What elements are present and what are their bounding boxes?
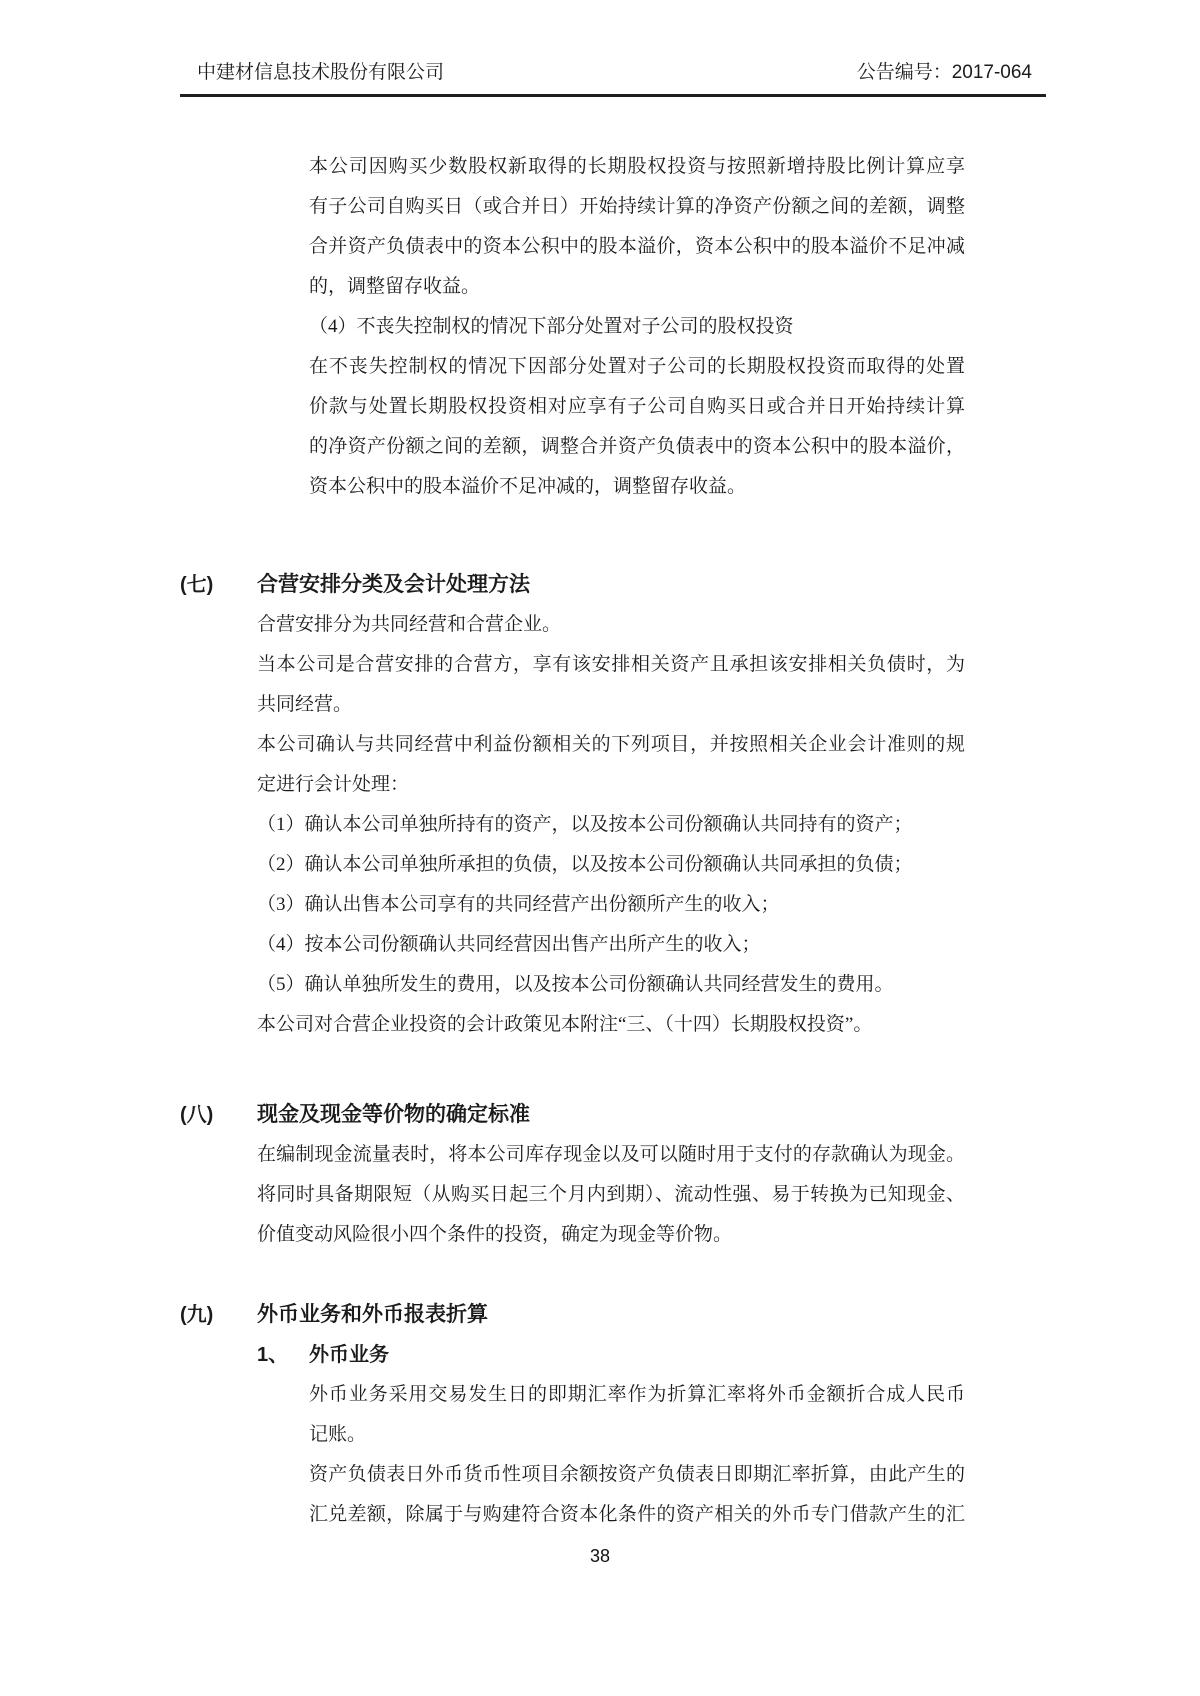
subsection-1-label: 1、	[257, 1344, 289, 1366]
section-9	[180, 1295, 965, 1535]
paragraph-line: 合营安排分为共同经营和合营企业。	[257, 614, 562, 635]
paragraph-line: 的净资产份额之间的差额，调整合并资产负债表中的资本公积中的股本溢价，	[309, 436, 965, 457]
list-item: （1）确认本公司单独所持有的资产，以及按本公司份额确认共同持有的资产；	[257, 814, 913, 835]
paragraph-line: 资本公积中的股本溢价不足冲减的，调整留存收益。	[309, 476, 747, 497]
paragraph-line: 本公司因购买少数股权新取得的长期股权投资与按照新增持股比例计算应享	[309, 156, 965, 177]
paragraph-line: 合并资产负债表中的资本公积中的股本溢价，资本公积中的股本溢价不足冲减	[309, 236, 965, 257]
paragraph-line: 资产负债表日外币货币性项目余额按资产负债表日即期汇率折算，由此产生的	[309, 1464, 965, 1485]
list-item: （4）按本公司份额确认共同经营因出售产出所产生的收入；	[257, 934, 761, 955]
paragraph-line: 本公司确认与共同经营中利益份额相关的下列项目，并按照相关企业会计准则的规	[257, 734, 965, 755]
document-body	[180, 147, 965, 1535]
page-header	[180, 60, 1046, 97]
paragraph-line: 汇兑差额，除属于与购建符合资本化条件的资产相关的外币专门借款产生的汇	[309, 1504, 965, 1525]
paragraph-line: 在编制现金流量表时，将本公司库存现金以及可以随时用于支付的存款确认为现金。	[257, 1144, 965, 1165]
paragraph-line: 本公司对合营企业投资的会计政策见本附注“三、（十四）长期股权投资”。	[257, 1014, 873, 1035]
section-8-label: (八)	[180, 1104, 214, 1126]
subsection-1-title: 外币业务	[309, 1344, 389, 1366]
section-7	[180, 565, 965, 1045]
section-7-title: 合营安排分类及会计处理方法	[257, 573, 530, 596]
section-7-label: (七)	[180, 574, 214, 596]
item4-heading: （4）不丧失控制权的情况下部分处置对子公司的股权投资	[309, 316, 794, 337]
section-9-title: 外币业务和外币报表折算	[257, 1303, 488, 1326]
list-item: （3）确认出售本公司享有的共同经营产出份额所产生的收入；	[257, 894, 780, 915]
paragraph-line: 当本公司是合营安排的合营方，享有该安排相关资产且承担该安排相关负债时，为	[257, 654, 965, 675]
section-9-label: (九)	[180, 1304, 214, 1326]
company-name: 中建材信息技术股份有限公司	[197, 62, 445, 83]
section-8-title: 现金及现金等价物的确定标准	[257, 1103, 530, 1126]
section-8	[180, 1095, 965, 1255]
announcement-number: 公告编号：2017-064	[856, 62, 1032, 83]
paragraph-line: 有子公司自购买日（或合并日）开始持续计算的净资产份额之间的差额，调整	[309, 196, 965, 217]
paragraph-line: 共同经营。	[257, 694, 353, 715]
intro-block	[180, 147, 965, 507]
paragraph-line: 定进行会计处理：	[257, 774, 410, 795]
list-item: （5）确认单独所发生的费用，以及按本公司份额确认共同经营发生的费用。	[257, 974, 894, 995]
paragraph-line: 在不丧失控制权的情况下因部分处置对子公司的长期股权投资而取得的处置	[309, 356, 965, 377]
subsection-1-heading	[180, 1335, 965, 1375]
paragraph-line: 外币业务采用交易发生日的即期汇率作为折算汇率将外币金额折合成人民币	[309, 1384, 965, 1405]
page-number: 38	[589, 1546, 611, 1566]
paragraph-line: 价款与处置长期股权投资相对应享有子公司自购买日或合并日开始持续计算	[309, 396, 965, 417]
paragraph-line: 价值变动风险很小四个条件的投资，确定为现金等价物。	[257, 1224, 733, 1245]
list-item: （2）确认本公司单独所承担的负债，以及按本公司份额确认共同承担的负债；	[257, 854, 913, 875]
paragraph-line: 的，调整留存收益。	[309, 276, 481, 297]
paragraph-line: 将同时具备期限短（从购买日起三个月内到期）、流动性强、易于转换为已知现金、	[257, 1184, 965, 1205]
paragraph-line: 记账。	[309, 1424, 367, 1445]
